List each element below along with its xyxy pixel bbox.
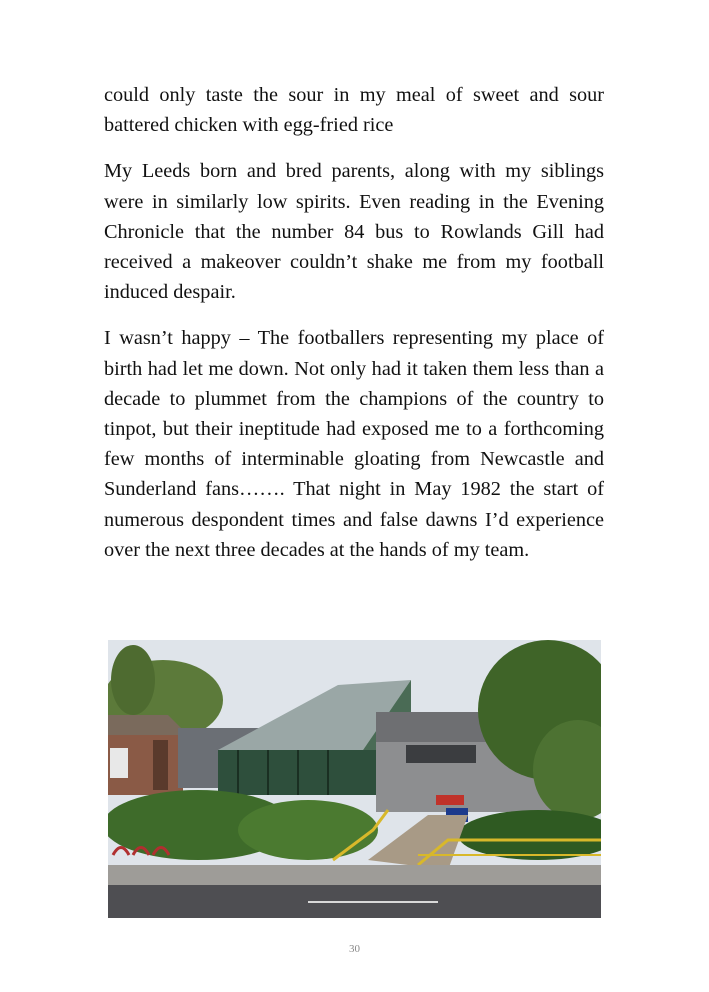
- body-text: [104, 80, 604, 581]
- paragraph-3: I wasn’t happy – The footballers representing my place of birth had let me down. Not only had it taken them less than a decade to plummet from the champions of the country to tinpot, but their ineptitude had exposed me to a forthcoming few months of interminable gloating from Newcastle and Sunderland fans……. That night in May 1982 the start of numerous despondent times and false dawns I’d experience over the next three decades at the hands of my team.: [104, 327, 604, 561]
- building-photo: [108, 640, 601, 918]
- paragraph-2: My Leeds born and bred parents, along with my siblings were in similarly low spirits. Even reading in the Evening Chronicle that the number 84 bus to Rowlands Gill had received a makeover couldn’t shake me from my football induced despair.: [104, 160, 604, 304]
- paragraph-1: could only taste the sour in my meal of sweet and sour battered chicken with egg-fried rice: [104, 84, 604, 137]
- page-number: 30: [349, 943, 360, 955]
